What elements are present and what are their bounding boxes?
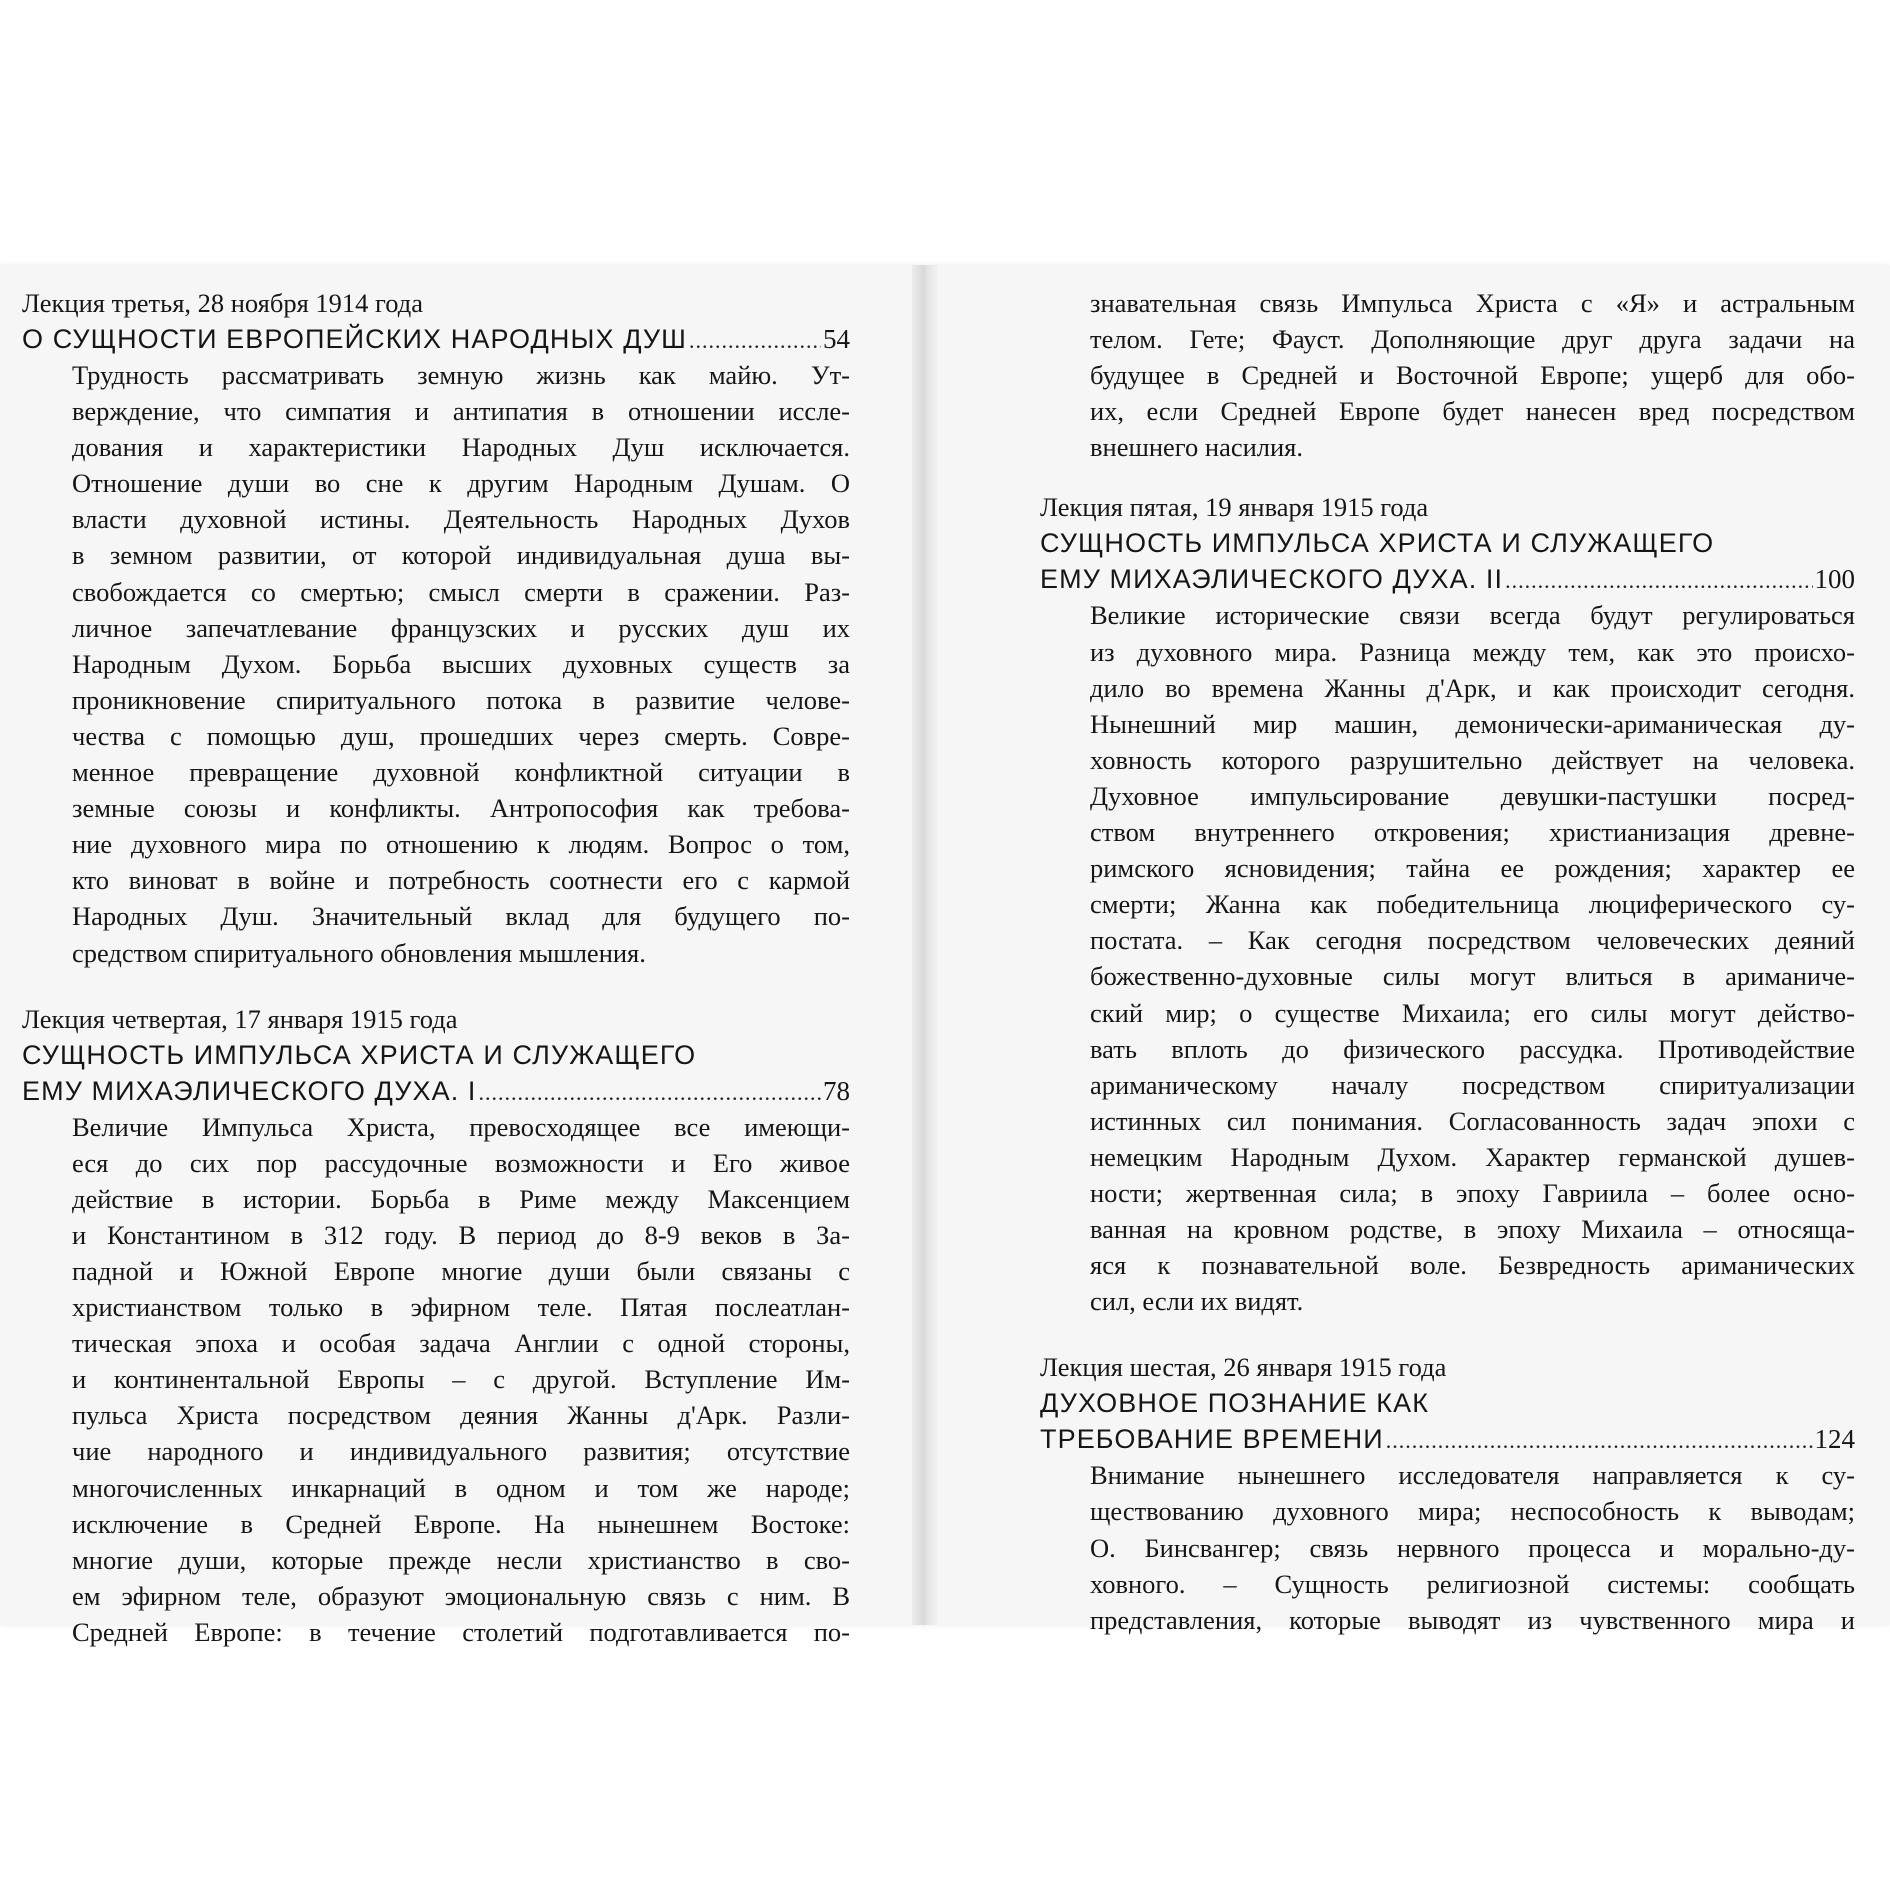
summary-line: тическая эпоха и особая задача Англии с одной стороны, xyxy=(72,1328,850,1359)
summary-line: постата. – Как сегодня посредством человеческих деяний xyxy=(1090,925,1855,956)
summary-line: ем эфирном теле, образуют эмоциональную связь с ним. В xyxy=(72,1580,850,1611)
chapter-summary-continuation xyxy=(1040,285,1855,465)
dot-leader xyxy=(1386,1428,1813,1454)
page-number: 100 xyxy=(1814,564,1855,595)
summary-line: многие души, которые прежде несли христианство в сво- xyxy=(72,1544,850,1575)
summary-line: Нынешний мир машин, демонически-ариманическая ду- xyxy=(1090,708,1855,739)
right-page xyxy=(1040,285,1855,1638)
summary-line: вать вплоть до физического рассудка. Противодействие xyxy=(1090,1033,1855,1064)
summary-line: О. Бинсвангер; связь нервного процесса и морально-ду- xyxy=(1090,1532,1855,1563)
summary-line: дования и характеристики Народных Душ исключается. xyxy=(72,432,850,463)
summary-line: ности; жертвенная сила; в эпоху Гавриила – более осно- xyxy=(1090,1177,1855,1208)
summary-line: ществованию духовного мира; неспособность к выводам; xyxy=(1090,1496,1855,1527)
summary-line: еся до сих пор рассудочные возможности и Его живое xyxy=(72,1147,850,1178)
toc-entry-row xyxy=(1040,561,1855,597)
summary-line: ние духовного мира по отношению к людям. Вопрос о том, xyxy=(72,829,850,860)
summary-line: и Константином в 312 году. В период до 8-9 веков в За- xyxy=(72,1219,850,1250)
summary-line: средством спиритуального обновления мышления. xyxy=(72,937,646,968)
chapter-summary xyxy=(22,1109,850,1650)
summary-line: проникновение спиритуального потока в развитие челове- xyxy=(72,684,850,715)
summary-line: христианством только в эфирном теле. Пятая послеатлан- xyxy=(72,1292,850,1323)
toc-entry-row xyxy=(1040,1421,1855,1457)
summary-line: ством внутреннего откровения; христианизация древне- xyxy=(1090,817,1855,848)
summary-line: немецким Народным Духом. Характер германской душев- xyxy=(1090,1141,1855,1172)
page-number: 54 xyxy=(823,324,850,354)
lecture-heading: Лекция четвертая, 17 января 1915 года xyxy=(22,1003,458,1034)
summary-line: в земном развитии, от которой индивидуальная душа вы- xyxy=(72,540,850,571)
summary-line: менное превращение духовной конфликтной ситуации в xyxy=(72,757,850,788)
toc-entry-row xyxy=(22,321,850,357)
summary-line: действие в истории. Борьба в Риме между Максенцием xyxy=(72,1183,850,1214)
summary-line: пульса Христа посредством деяния Жанны д'Арк. Разли- xyxy=(72,1400,850,1431)
summary-line: верждение, что симпатия и антипатия в отношении иссле- xyxy=(72,396,850,427)
summary-line: многочисленных инкарнаций в одном и том же народе; xyxy=(72,1472,850,1503)
summary-line: Внимание нынешнего исследователя направляется к су- xyxy=(1090,1460,1855,1491)
summary-line: Великие исторические связи всегда будут регулироваться xyxy=(1090,600,1855,631)
dot-leader xyxy=(1505,568,1812,594)
summary-line: смерти; Жанна как победительница люциферического су- xyxy=(1090,889,1855,920)
chapter-title: ЕМУ МИХАЭЛИЧЕСКОГО ДУХА. I xyxy=(22,1075,477,1106)
summary-line: телом. Гете; Фауст. Дополняющие друг друга задачи на xyxy=(1090,324,1855,355)
chapter-title: СУЩНОСТЬ ИМПУЛЬСА ХРИСТА И СЛУЖАЩЕГО xyxy=(22,1039,697,1070)
summary-line: будущее в Средней и Восточной Европе; ущерб для обо- xyxy=(1090,360,1855,391)
toc-entry-row xyxy=(22,1073,850,1109)
summary-line: ховного. – Сущность религиозной системы: сообщать xyxy=(1090,1568,1855,1599)
summary-line: божественно-духовные силы могут влиться в ариманиче- xyxy=(1090,961,1855,992)
chapter-title: ЕМУ МИХАЭЛИЧЕСКОГО ДУХА. II xyxy=(1040,564,1504,595)
dot-leader xyxy=(689,328,821,354)
summary-line: ванная на кровном родстве, в эпоху Михаила – относяща- xyxy=(1090,1214,1855,1245)
summary-line: власти духовной истины. Деятельность Народных Духов xyxy=(72,504,850,535)
dot-leader xyxy=(479,1080,821,1106)
summary-line: Отношение души во сне к другим Народным Душам. О xyxy=(72,468,850,499)
chapter-summary xyxy=(1040,597,1855,1319)
page-number: 124 xyxy=(1814,1424,1855,1455)
lecture-heading: Лекция третья, 28 ноября 1914 года xyxy=(22,288,423,318)
summary-line: Духовное импульсирование девушки-пастушки посред- xyxy=(1090,780,1855,811)
chapter-title: ДУХОВНОЕ ПОЗНАНИЕ КАК xyxy=(1040,1388,1430,1419)
chapter-title: О СУЩНОСТИ ЕВРОПЕЙСКИХ НАРОДНЫХ ДУШ xyxy=(22,324,687,354)
summary-line: Величие Импульса Христа, превосходящее все имеющи- xyxy=(72,1111,850,1142)
lecture-heading: Лекция пятая, 19 января 1915 года xyxy=(1040,492,1429,523)
summary-line: Народным Духом. Борьба высших духовных существ за xyxy=(72,648,850,679)
summary-line: чества с помощью душ, прошедших через смерть. Совре- xyxy=(72,720,850,751)
summary-line: яся к познавательной воле. Безвредность ариманических xyxy=(1090,1250,1855,1281)
chapter-title: ТРЕБОВАНИЕ ВРЕМЕНИ xyxy=(1040,1424,1384,1455)
summary-line: чие народного и индивидуального развития; отсутствие xyxy=(72,1436,850,1467)
summary-line: земные союзы и конфликты. Антропософия как требова- xyxy=(72,793,850,824)
summary-line: кто виноват в войне и потребность соотнести его с кармой xyxy=(72,865,850,896)
summary-line: сил, если их видят. xyxy=(1090,1286,1304,1317)
left-page xyxy=(22,285,850,1650)
book-gutter xyxy=(912,265,938,1625)
summary-line: свобождается со смертью; смысл смерти в сражении. Раз- xyxy=(72,576,850,607)
summary-line: ариманическому началу посредством спиритуализации xyxy=(1090,1069,1855,1100)
summary-line: дило во времена Жанны д'Арк, и как происходит сегодня. xyxy=(1090,672,1855,703)
chapter-summary xyxy=(22,357,850,971)
lecture-heading: Лекция шестая, 26 января 1915 года xyxy=(1040,1352,1447,1383)
summary-line: исключение в Средней Европе. На нынешнем Востоке: xyxy=(72,1508,850,1539)
summary-line: римского ясновидения; тайна ее рождения; характер ее xyxy=(1090,853,1855,884)
summary-line: ский мир; о существе Михаила; его силы могут действо- xyxy=(1090,997,1855,1028)
summary-line: и континентальной Европы – с другой. Вступление Им- xyxy=(72,1364,850,1395)
chapter-summary xyxy=(1040,1457,1855,1637)
summary-line: Народных Душ. Значительный вклад для будущего по- xyxy=(72,901,850,932)
summary-line: личное запечатлевание французских и русских душ их xyxy=(72,612,850,643)
chapter-title: СУЩНОСТЬ ИМПУЛЬСА ХРИСТА И СЛУЖАЩЕГО xyxy=(1040,528,1715,559)
summary-line: из духовного мира. Разница между тем, как это происхо- xyxy=(1090,636,1855,667)
summary-line: представления, которые выводят из чувственного мира и xyxy=(1090,1604,1855,1635)
summary-line: знавательная связь Импульса Христа с «Я» и астральным xyxy=(1090,288,1855,318)
summary-line: Средней Европе: в течение столетий подготавливается по- xyxy=(72,1616,850,1647)
summary-line: их, если Средней Европе будет нанесен вред посредством xyxy=(1090,396,1855,427)
summary-line: Трудность рассматривать земную жизнь как майю. Ут- xyxy=(72,360,850,390)
summary-line: падной и Южной Европе многие души были связаны с xyxy=(72,1255,850,1286)
page-number: 78 xyxy=(823,1075,850,1106)
summary-line: внешнего насилия. xyxy=(1090,432,1303,463)
summary-line: ховность которого разрушительно действует на человека. xyxy=(1090,744,1855,775)
summary-line: истинных сил понимания. Согласованность задач эпохи с xyxy=(1090,1105,1855,1136)
